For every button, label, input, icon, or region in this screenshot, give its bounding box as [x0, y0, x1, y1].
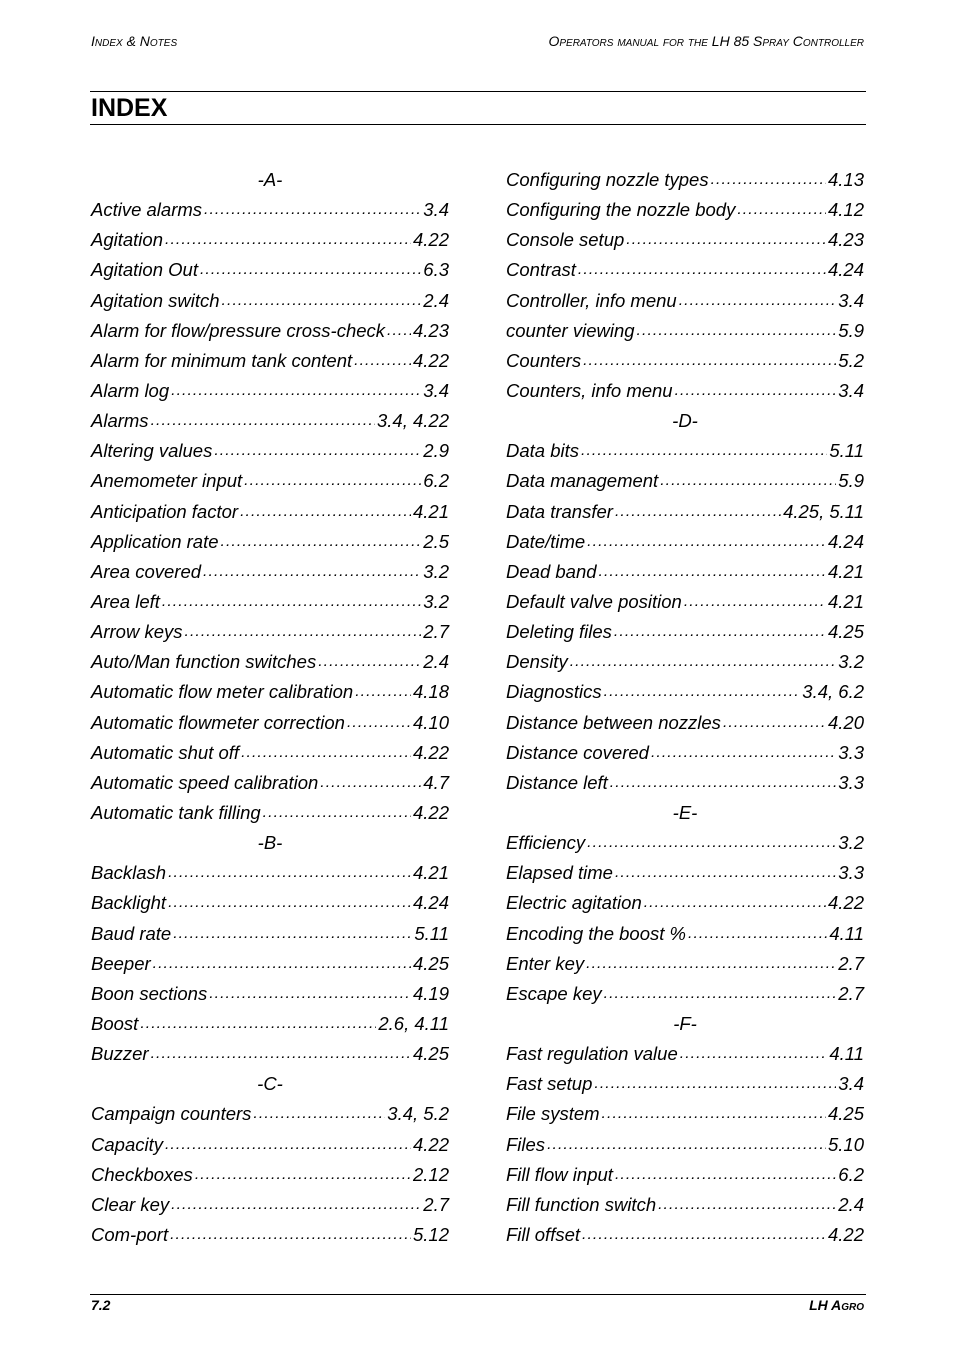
index-page-ref: 4.25 — [412, 1043, 449, 1065]
dot-leader — [570, 651, 837, 673]
index-term: Console setup — [506, 229, 625, 251]
index-entry — [91, 677, 449, 707]
dot-leader — [170, 1224, 411, 1246]
index-page-ref: 4.22 — [827, 892, 864, 914]
index-page-ref: 2.4 — [423, 289, 449, 311]
index-entry — [91, 406, 449, 436]
index-page-ref: 3.4 — [838, 380, 864, 402]
index-page-ref: 4.22 — [412, 802, 449, 824]
index-term: Capacity — [91, 1133, 163, 1155]
index-page-ref: 3.2 — [423, 560, 449, 582]
index-entry — [506, 1039, 864, 1069]
index-page-ref: 4.25, 5.11 — [783, 500, 864, 522]
dot-leader — [594, 1073, 836, 1095]
index-term: Automatic shut off — [91, 741, 240, 763]
dot-leader — [644, 892, 826, 914]
dot-leader — [615, 862, 836, 884]
index-entry — [506, 979, 864, 1009]
index-entry — [506, 1130, 864, 1160]
index-term: Area covered — [91, 560, 202, 582]
dot-leader — [253, 1103, 385, 1125]
index-page-ref: 3.2 — [423, 591, 449, 613]
index-entry — [506, 949, 864, 979]
dot-leader — [688, 923, 827, 945]
index-term: Diagnostics — [506, 681, 602, 703]
index-page-ref: 2.12 — [412, 1163, 449, 1185]
dot-leader — [737, 199, 826, 221]
index-term: Boost — [91, 1013, 139, 1034]
index-entry — [91, 587, 449, 617]
dot-leader — [680, 1043, 828, 1065]
index-entry — [506, 1099, 864, 1129]
index-term: Automatic flow meter calibration — [91, 681, 354, 703]
index-term: Density — [506, 651, 568, 673]
dot-leader — [214, 440, 421, 462]
index-page-ref: 4.22 — [827, 1223, 864, 1245]
index-entry — [506, 346, 864, 376]
dot-leader — [263, 802, 411, 824]
index-page-ref: 6.2 — [423, 470, 449, 492]
index-entry — [506, 195, 864, 225]
index-page-ref: 2.4 — [838, 1193, 864, 1215]
dot-leader — [162, 591, 421, 613]
index-entry — [506, 497, 864, 527]
index-term: Data management — [506, 470, 659, 492]
index-term: Dead band — [506, 560, 597, 582]
index-term: Files — [506, 1133, 546, 1155]
dot-leader — [679, 290, 837, 312]
dot-leader — [614, 621, 826, 643]
index-page-ref: 2.4 — [423, 651, 449, 673]
index-page-ref: 3.2 — [838, 832, 864, 854]
index-term: Agitation Out — [91, 259, 198, 281]
index-term: Area left — [91, 591, 160, 613]
dot-leader — [165, 229, 411, 251]
index-entry — [506, 466, 864, 496]
index-entry — [91, 1099, 449, 1129]
index-term: Checkboxes — [91, 1163, 193, 1185]
index-entry — [91, 497, 449, 527]
index-entry — [91, 1130, 449, 1160]
dot-leader — [203, 561, 421, 583]
index-page-ref: 3.2 — [838, 651, 864, 673]
dot-leader — [195, 1164, 411, 1186]
index-entry — [91, 708, 449, 738]
index-term: Automatic flowmeter correction — [91, 711, 345, 733]
page-title: INDEX — [91, 94, 168, 122]
dot-leader — [723, 712, 826, 734]
page-number: 7.2 — [91, 1297, 111, 1313]
index-page-ref: 5.9 — [838, 319, 864, 341]
dot-leader — [153, 953, 411, 975]
dot-leader — [581, 440, 827, 462]
dot-leader — [615, 1164, 836, 1186]
dot-leader — [151, 1043, 411, 1065]
dot-leader — [586, 953, 836, 975]
index-page-ref: 5.11 — [414, 922, 449, 944]
index-term: File system — [506, 1103, 600, 1125]
index-entry — [91, 1039, 449, 1069]
index-term: Arrow keys — [91, 621, 183, 643]
index-entry — [506, 165, 864, 195]
index-entry — [506, 1220, 864, 1250]
dot-leader — [185, 621, 422, 643]
index-term: Auto/Man function switches — [91, 651, 317, 673]
index-page-ref: 4.24 — [412, 892, 449, 914]
index-page-ref: 4.18 — [412, 681, 449, 703]
index-entry — [91, 286, 449, 316]
index-column-right — [506, 165, 864, 1250]
index-page-ref: 4.23 — [412, 319, 449, 341]
index-page-ref: 2.7 — [423, 1193, 449, 1215]
index-page-ref: 4.21 — [412, 500, 449, 522]
index-entry — [506, 828, 864, 858]
index-term: Fast setup — [506, 1073, 593, 1095]
index-page-ref: 5.12 — [412, 1223, 449, 1245]
index-term: Electric agitation — [506, 892, 642, 914]
dot-leader — [347, 712, 411, 734]
index-entry — [91, 1190, 449, 1220]
index-page-ref: 4.19 — [412, 982, 449, 1004]
dot-leader — [651, 742, 836, 764]
index-entry — [91, 738, 449, 768]
index-term: Contrast — [506, 259, 576, 281]
index-page-ref: 4.25 — [827, 1103, 864, 1125]
dot-leader — [222, 290, 422, 312]
index-entry — [91, 858, 449, 888]
index-entry — [91, 1220, 449, 1250]
index-entry — [506, 919, 864, 949]
index-entry — [91, 316, 449, 346]
index-entry — [91, 949, 449, 979]
index-term: Clear key — [91, 1193, 170, 1215]
index-page-ref: 2.7 — [838, 952, 864, 974]
dot-leader — [660, 470, 836, 492]
dot-leader — [604, 983, 837, 1005]
index-entry — [506, 225, 864, 255]
running-header — [91, 33, 864, 53]
index-page-ref: 2.6, 4.11 — [378, 1013, 449, 1034]
dot-leader — [610, 772, 836, 794]
index-entry — [91, 979, 449, 1009]
index-term: Distance between nozzles — [506, 711, 721, 733]
index-term: Beeper — [91, 952, 151, 974]
index-term: Enter key — [506, 952, 585, 974]
index-page-ref: 3.4, 4.22 — [376, 410, 449, 432]
dot-leader — [547, 1134, 826, 1156]
index-page-ref: 4.22 — [412, 349, 449, 371]
index-term: counter viewing — [506, 319, 635, 341]
index-term: Fast regulation value — [506, 1043, 678, 1065]
dot-leader — [675, 380, 837, 402]
index-letter-heading: -B- — [257, 832, 283, 854]
index-term: Buzzer — [91, 1043, 149, 1065]
index-entry — [506, 557, 864, 587]
title-top-rule — [90, 91, 866, 92]
index-page-ref: 2.7 — [838, 982, 864, 1004]
index-term: Data bits — [506, 440, 580, 462]
index-entry — [506, 1069, 864, 1099]
index-term: Default valve position — [506, 591, 682, 613]
dot-leader — [583, 350, 836, 372]
index-entry — [506, 617, 864, 647]
index-entry — [506, 527, 864, 557]
dot-leader — [604, 681, 801, 703]
index-page-ref: 5.11 — [829, 440, 864, 462]
index-page-ref: 2.7 — [423, 621, 449, 643]
index-letter-heading: -E- — [672, 802, 698, 824]
index-term: Distance left — [506, 771, 608, 793]
index-page-ref: 2.5 — [423, 530, 449, 552]
dot-leader — [221, 531, 422, 553]
index-page-ref: 3.4 — [838, 1073, 864, 1095]
index-page-ref: 3.3 — [838, 741, 864, 763]
index-page-ref: 4.20 — [827, 711, 864, 733]
dot-leader — [354, 350, 411, 372]
index-page-ref: 3.4 — [838, 289, 864, 311]
index-page-ref: 4.22 — [412, 741, 449, 763]
dot-leader — [171, 380, 421, 402]
index-entry — [506, 255, 864, 285]
index-term: Configuring nozzle types — [506, 169, 709, 191]
dot-leader — [684, 591, 826, 613]
dot-leader — [587, 832, 836, 854]
index-page-ref: 4.25 — [412, 952, 449, 974]
footer-rule — [90, 1294, 866, 1295]
index-entry — [506, 376, 864, 406]
index-page-ref: 4.21 — [827, 560, 864, 582]
index-entry — [506, 316, 864, 346]
index-term: Altering values — [91, 440, 213, 462]
index-page-ref: 3.4, 5.2 — [387, 1103, 449, 1125]
index-term: Fill function switch — [506, 1193, 657, 1215]
index-term: Efficiency — [506, 832, 586, 854]
index-term: Data transfer — [506, 500, 613, 522]
index-entry — [91, 195, 449, 225]
dot-leader — [151, 410, 375, 432]
dot-leader — [200, 259, 421, 281]
dot-leader — [318, 651, 421, 673]
index-entry — [91, 647, 449, 677]
dot-leader — [578, 259, 826, 281]
index-page-ref: 4.25 — [827, 621, 864, 643]
index-page-ref: 4.22 — [412, 229, 449, 251]
index-term: Elapsed time — [506, 862, 613, 884]
index-page-ref: 4.11 — [829, 922, 864, 944]
index-entry — [506, 587, 864, 617]
index-page-ref: 4.10 — [412, 711, 449, 733]
header-manual-title: Operators manual for the LH 85 Spray Controller — [548, 33, 864, 49]
index-entry — [91, 888, 449, 918]
dot-leader — [240, 501, 411, 523]
title-bottom-rule — [90, 124, 866, 125]
index-entry — [91, 255, 449, 285]
index-term: Controller, info menu — [506, 289, 677, 311]
index-letter-heading: -A- — [257, 169, 283, 191]
index-page-ref: 2.9 — [423, 440, 449, 462]
index-term: Alarm for minimum tank content — [91, 349, 353, 371]
index-term: Escape key — [506, 982, 602, 1004]
index-term: Configuring the nozzle body — [506, 199, 736, 221]
index-term: Agitation switch — [91, 289, 220, 311]
dot-leader — [599, 561, 826, 583]
index-term: Backlight — [91, 892, 167, 914]
index-entry — [91, 436, 449, 466]
page-footer — [91, 1297, 864, 1317]
index-term: Boon sections — [91, 982, 208, 1004]
index-entry — [91, 527, 449, 557]
dot-leader — [173, 923, 412, 945]
dot-leader — [168, 862, 411, 884]
index-column-left — [91, 165, 449, 1250]
index-page-ref: 4.24 — [827, 259, 864, 281]
index-entry — [506, 708, 864, 738]
dot-leader — [355, 681, 411, 703]
dot-leader — [171, 1194, 421, 1216]
index-term: Alarms — [91, 410, 149, 432]
index-term: Campaign counters — [91, 1103, 252, 1125]
dot-leader — [140, 1013, 376, 1035]
index-entry — [506, 677, 864, 707]
index-entry — [506, 1160, 864, 1190]
dot-leader — [204, 199, 421, 221]
index-entry — [91, 617, 449, 647]
index-page-ref: 4.11 — [829, 1043, 864, 1065]
index-page-ref: 4.7 — [423, 771, 449, 793]
index-page-ref: 3.3 — [838, 862, 864, 884]
index-entry — [506, 436, 864, 466]
index-entry — [506, 286, 864, 316]
index-term: Distance covered — [506, 741, 649, 763]
index-entry — [91, 798, 449, 828]
index-page-ref: 4.21 — [412, 862, 449, 884]
index-entry — [91, 225, 449, 255]
dot-leader — [244, 470, 421, 492]
index-entry — [91, 1009, 449, 1039]
index-term: Encoding the boost % — [506, 922, 686, 944]
index-page-ref: 3.3 — [838, 771, 864, 793]
dot-leader — [658, 1194, 836, 1216]
index-page-ref: 5.2 — [838, 349, 864, 371]
dot-leader — [168, 892, 411, 914]
dot-leader — [615, 501, 781, 523]
index-entry — [91, 557, 449, 587]
dot-leader — [711, 169, 826, 191]
index-entry — [91, 768, 449, 798]
dot-leader — [209, 983, 411, 1005]
index-entry — [506, 888, 864, 918]
dot-leader — [387, 320, 411, 342]
index-page-ref: 5.9 — [838, 470, 864, 492]
index-term: Application rate — [91, 530, 219, 552]
index-letter-heading: -F- — [673, 1013, 697, 1034]
index-term: Date/time — [506, 530, 586, 552]
dot-leader — [582, 1224, 826, 1246]
index-page-ref: 5.10 — [827, 1133, 864, 1155]
index-term: Fill offset — [506, 1223, 581, 1245]
index-term: Deleting files — [506, 621, 612, 643]
index-term: Fill flow input — [506, 1163, 613, 1185]
index-term: Active alarms — [91, 199, 203, 221]
dot-leader — [626, 229, 826, 251]
dot-leader — [587, 531, 826, 553]
index-entry — [506, 647, 864, 677]
index-term: Agitation — [91, 229, 163, 251]
index-letter-heading: -C- — [257, 1073, 283, 1095]
index-page-ref: 4.12 — [827, 199, 864, 221]
index-entry — [91, 466, 449, 496]
index-term: Backlash — [91, 862, 167, 884]
index-letter-heading: -D- — [672, 410, 698, 432]
index-entry — [506, 858, 864, 888]
index-entry — [506, 738, 864, 768]
header-section-title: Index & Notes — [91, 33, 178, 49]
index-page-ref: 4.22 — [412, 1133, 449, 1155]
index-term: Baud rate — [91, 922, 172, 944]
index-page-ref: 4.24 — [827, 530, 864, 552]
index-term: Counters, info menu — [506, 380, 673, 402]
index-page-ref: 6.3 — [423, 259, 449, 281]
index-page-ref: 3.4, 6.2 — [802, 681, 864, 703]
index-page-ref: 4.13 — [827, 169, 864, 191]
dot-leader — [165, 1134, 411, 1156]
index-page-ref: 6.2 — [838, 1163, 864, 1185]
index-page-ref: 4.23 — [827, 229, 864, 251]
dot-leader — [320, 772, 421, 794]
index-term: Automatic speed calibration — [91, 771, 319, 793]
index-term: Anticipation factor — [91, 500, 239, 522]
index-entry — [506, 768, 864, 798]
index-term: Com-port — [91, 1223, 169, 1245]
dot-leader — [241, 742, 411, 764]
dot-leader — [637, 320, 837, 342]
index-term: Alarm log — [91, 380, 170, 402]
index-entry — [91, 1160, 449, 1190]
dot-leader — [602, 1103, 826, 1125]
index-entry — [506, 1190, 864, 1220]
footer-brand: LH Agro — [809, 1297, 864, 1313]
index-term: Automatic tank filling — [91, 802, 261, 824]
index-entry — [91, 919, 449, 949]
index-page-ref: 4.21 — [827, 591, 864, 613]
index-page-ref: 3.4 — [423, 380, 449, 402]
index-term: Counters — [506, 349, 582, 371]
index-entry — [91, 346, 449, 376]
index-term: Alarm for flow/pressure cross-check — [91, 319, 386, 341]
index-page-ref: 3.4 — [423, 199, 449, 221]
index-term: Anemometer input — [91, 470, 243, 492]
index-entry — [91, 376, 449, 406]
